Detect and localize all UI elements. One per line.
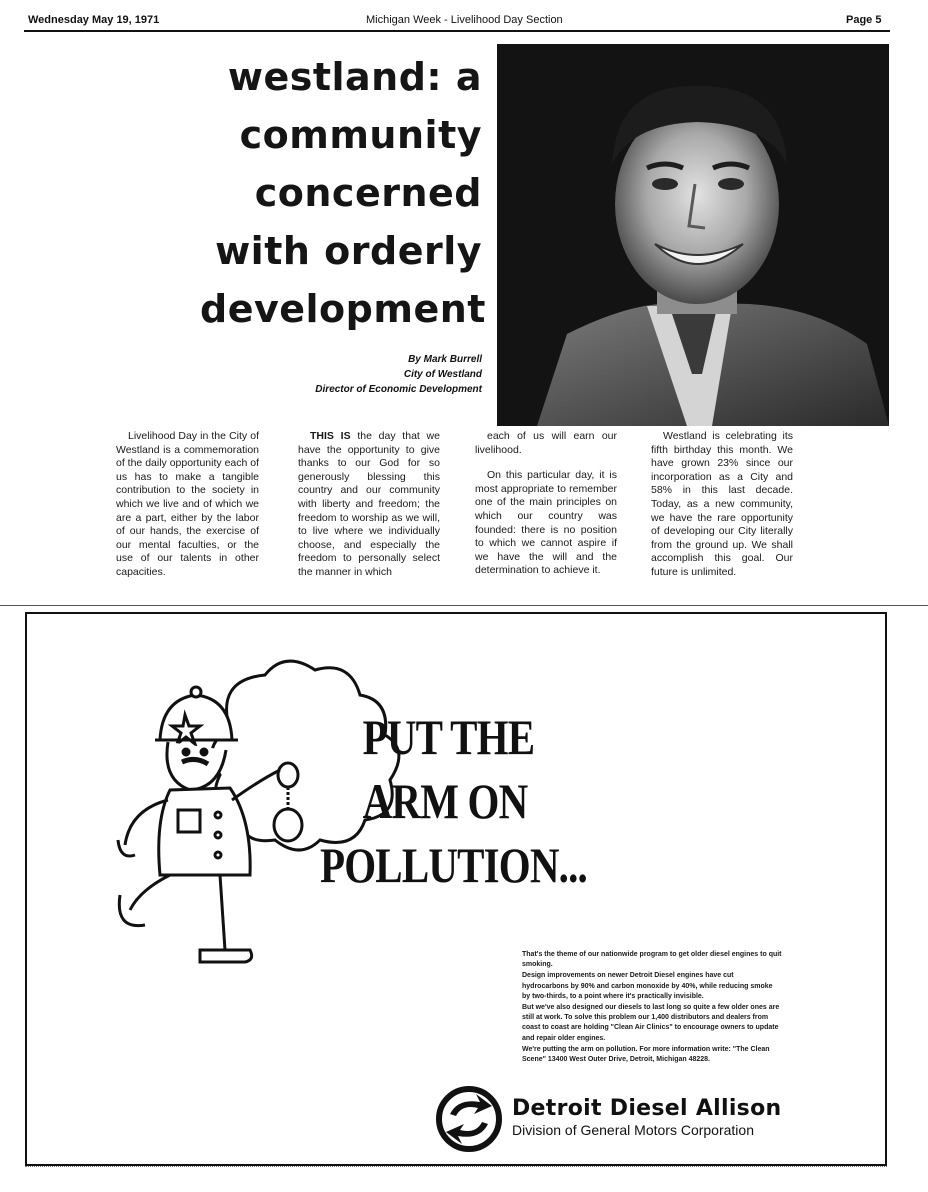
headline-line: westland: a	[227, 55, 482, 99]
headline-line: concerned	[254, 171, 482, 215]
masthead-page-number: Page 5	[846, 14, 882, 26]
ad-headline-line: PUT THE	[362, 709, 535, 765]
article-headline	[200, 48, 486, 338]
ad-paragraph: Design improvements on newer Detroit Diesel engines have cut hydrocarbons by 90% and carbon monoxide by 40%, while reducing smoke by two-thirds, to a point where it's practically invisible.	[522, 972, 773, 1000]
masthead-date: Wednesday May 19, 1971	[28, 14, 160, 26]
column-paragraph: each of us will earn our livelihood.	[475, 430, 617, 456]
ad-paragraph: We're putting the arm on pollution. For more information write: "The Clean Scene" 13400 West Outer Drive, Detroit, Michigan 48228.	[522, 1045, 770, 1064]
column-paragraph: Livelihood Day in the City of Westland is a commemoration of the daily opportunity each of us has to make a tangible contribution to the society in which we live and of which we are a part, either by the labor of our hands, the exercise of our mental faculties, or the use of our talents in other capacities.	[116, 430, 260, 578]
ad-body-copy	[522, 950, 782, 1066]
ad-paragraph: That's the theme of our nationwide program to get older diesel engines to quit smoking.	[522, 951, 782, 969]
section-divider	[0, 605, 928, 606]
article-byline	[262, 352, 482, 397]
ad-paragraph: But we've also designed our diesels to last long so quite a few older ones are still at work. To solve this problem our 1,400 distributors and dealers from coast to coast are holding "Clean Air Clinics" to encourage owners to update and repair older engines.	[522, 1004, 780, 1042]
detroit-diesel-logo-icon	[436, 1086, 502, 1152]
ad-headline-line: ARM ON	[362, 773, 528, 829]
masthead-section: Michigan Week - Livelihood Day Section	[366, 14, 563, 26]
column-paragraph	[298, 430, 440, 580]
masthead-rule	[24, 30, 890, 32]
article-column-1	[116, 430, 259, 592]
article-column-4	[651, 430, 793, 592]
article-column-3	[475, 430, 617, 590]
ad-headline	[320, 705, 587, 897]
headline-line: with orderly	[215, 229, 482, 273]
column-paragraph: On this particular day, it is most appropriate to remember one of the main principles on which our country was founded: there is no position to which we cannot aspire if we have the will and the determination to achieve it.	[475, 469, 617, 577]
byline-organization: City of Westland	[403, 369, 482, 380]
byline-title: Director of Economic Development	[315, 384, 482, 395]
ad-headline-line: POLLUTION...	[320, 837, 587, 893]
column-paragraph: Westland is celebrating its fifth birthday this month. We have grown 23% since our incorporation as a City and 58% in this last decade. Today, as a new community, we have the rare opportunity of developing our City literally from the ground up. We shall accomplish this goal. Our future is unlimited.	[651, 430, 793, 578]
headline-line: development	[200, 287, 486, 331]
headline-line: community	[239, 113, 482, 157]
portrait-illustration	[497, 44, 889, 426]
article-column-2	[298, 430, 440, 592]
author-portrait-photo	[497, 44, 889, 426]
bottom-border-dots	[25, 1166, 887, 1168]
ad-brand-division: Division of General Motors Corporation	[512, 1122, 754, 1138]
byline-author: By Mark Burrell	[408, 354, 482, 365]
paragraph-lead-in: THIS IS	[310, 430, 351, 442]
ad-brand-name: Detroit Diesel Allison	[512, 1096, 782, 1121]
paragraph-text: the day that we have the opportunity to give thanks to our God for so generously blessing this country and our community with liberty and freedom; the freedom to worship as we will, to live where we individually choose, and especially the freedom to personally select the manner in which	[298, 430, 440, 578]
